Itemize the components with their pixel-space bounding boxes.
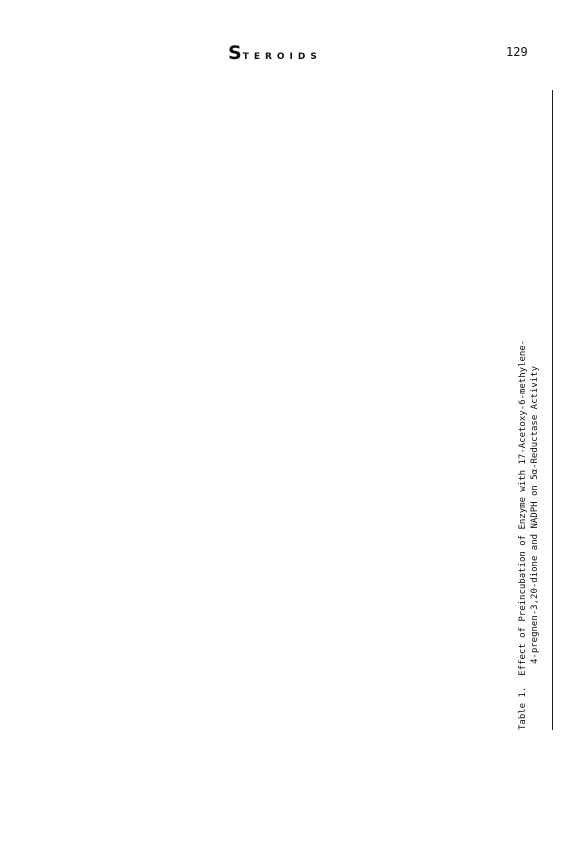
rotated-table-page — [470, 90, 576, 730]
top-rule — [552, 90, 553, 730]
page-number: 129 — [506, 45, 528, 59]
table-caption-line-2: 4-pregnen-3,20-dione and NADPH on 5α-Reductase Activity — [530, 365, 540, 664]
journal-initial: S — [228, 42, 243, 64]
group-assay — [570, 260, 576, 420]
group-result — [570, 90, 576, 240]
journal-title — [228, 42, 322, 64]
group-preincubation — [570, 590, 576, 730]
table-caption-line-1: Table 1. Effect of Preincubation of Enzyme with 17-Acetoxy-6-methylene- — [518, 339, 528, 730]
journal-rest: TEROIDS — [242, 52, 322, 62]
